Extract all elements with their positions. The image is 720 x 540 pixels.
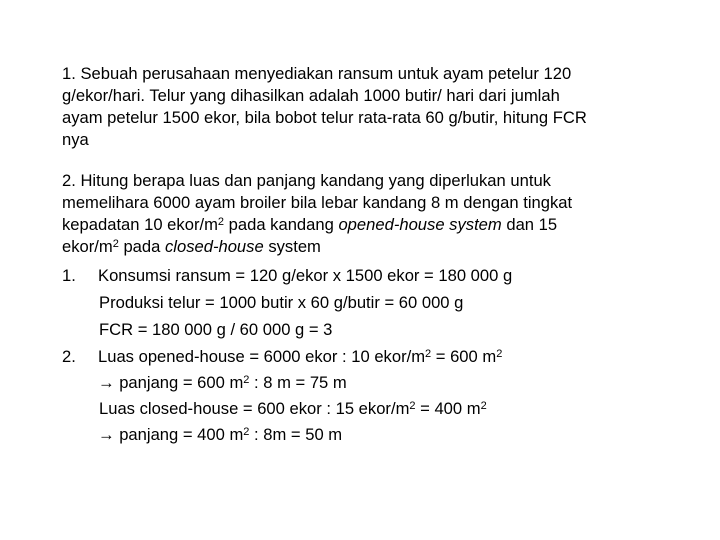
text-run: Luas opened-house = 6000 ekor : 10 ekor/m: [98, 347, 426, 366]
answer-line: [98, 347, 502, 367]
answer-line: FCR = 180 000 g / 60 000 g = 3: [99, 320, 333, 339]
arrow-right-icon: →: [98, 425, 115, 444]
answer-number: 1.: [62, 266, 76, 285]
question-1-line: ayam petelur 1500 ekor, bila bobot telur rata-rata 60 g/butir, hitung FCR: [62, 108, 587, 127]
question-1-line: nya: [62, 130, 89, 149]
superscript: 2: [217, 216, 225, 228]
emphasis-text: closed-house: [164, 237, 264, 256]
question-2-line: 2. Hitung berapa luas dan panjang kandang yang diperlukan untuk: [62, 171, 551, 190]
text-run: : 8 m = 75 m: [249, 373, 347, 392]
superscript: 2: [112, 238, 119, 250]
text-run: : 8m = 50 m: [249, 425, 343, 444]
question-2: [62, 170, 662, 258]
superscript: 2: [496, 348, 503, 360]
answer-line: [98, 425, 342, 445]
text-run: kepadatan 10 ekor/m: [62, 215, 218, 234]
question-2-line: [62, 236, 662, 258]
question-1-line: g/ekor/hari. Telur yang dihasilkan adalah 1000 butir/ hari dari jumlah: [62, 86, 560, 105]
text-run: ekor/m: [62, 237, 113, 256]
answer-line: [99, 399, 487, 419]
superscript: 2: [409, 400, 416, 412]
text-run: = 600 m: [431, 347, 497, 366]
answer-line: Konsumsi ransum = 120 g/ekor x 1500 ekor = 180 000 g: [98, 266, 513, 285]
arrow-right-icon: →: [98, 373, 115, 392]
text-run: dan 15: [501, 215, 558, 234]
answer-line: [98, 373, 347, 393]
emphasis-text: opened-house system: [338, 215, 502, 234]
question-2-line: [62, 214, 662, 236]
superscript: 2: [243, 426, 250, 438]
question-2-line: memelihara 6000 ayam broiler bila lebar kandang 8 m dengan tingkat: [62, 193, 573, 212]
question-1: [62, 63, 662, 151]
answer-line: Produksi telur = 1000 butir x 60 g/butir = 60 000 g: [99, 293, 464, 312]
text-run: Luas closed-house = 600 ekor : 15 ekor/m: [99, 399, 410, 418]
superscript: 2: [425, 348, 432, 360]
text-run: panjang = 600 m: [114, 373, 244, 392]
text-run: pada: [118, 237, 165, 256]
text-run: panjang = 400 m: [114, 425, 244, 444]
text-run: system: [263, 237, 321, 256]
answer-number: 2.: [62, 347, 76, 366]
superscript: 2: [243, 374, 250, 386]
superscript: 2: [480, 400, 487, 412]
question-1-line: 1. Sebuah perusahaan menyediakan ransum untuk ayam petelur 120: [62, 64, 572, 83]
text-run: = 400 m: [415, 399, 481, 418]
text-run: pada kandang: [224, 215, 339, 234]
